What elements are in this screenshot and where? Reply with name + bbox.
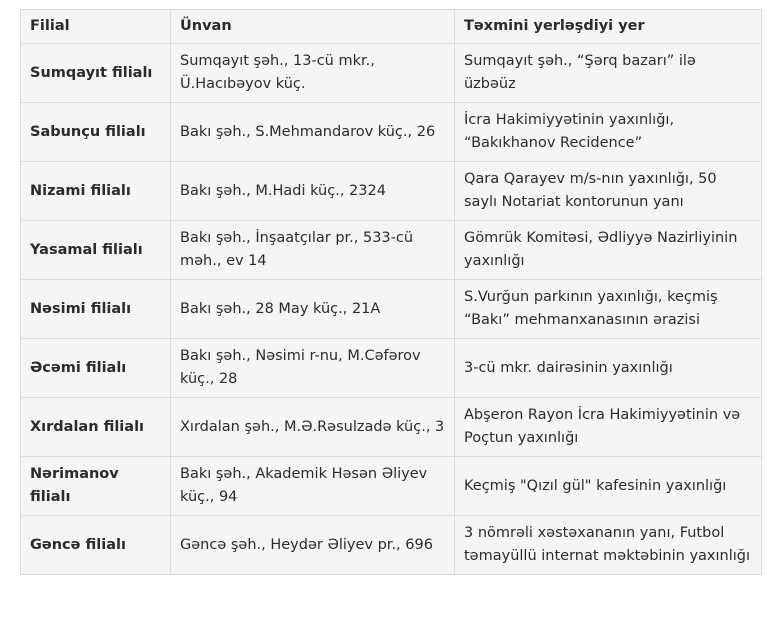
branches-table — [20, 9, 762, 575]
branch-address: Gəncə şəh., Heydər Əliyev pr., 696 — [171, 516, 455, 575]
branch-address: Bakı şəh., Akademik Həsən Əliyev küç., 94 — [171, 457, 455, 516]
table-row — [21, 516, 762, 575]
branch-address: Sumqayıt şəh., 13-cü mkr., Ü.Hacıbəyov küç. — [171, 44, 455, 103]
header-location: Təxmini yerləşdiyi yer — [455, 10, 762, 44]
branches-table-container — [20, 9, 762, 575]
header-address: Ünvan — [171, 10, 455, 44]
branch-address: Bakı şəh., 28 May küç., 21A — [171, 280, 455, 339]
table-row — [21, 44, 762, 103]
branch-address: Bakı şəh., İnşaatçılar pr., 533-cü məh., ev 14 — [171, 221, 455, 280]
branch-name: Sumqayıt filialı — [21, 44, 171, 103]
table-row — [21, 103, 762, 162]
branch-location: Keçmiş "Qızıl gül" kafesinin yaxınlığı — [455, 457, 762, 516]
branch-location: Qara Qarayev m/s-nın yaxınlığı, 50 saylı Notariat kontorunun yanı — [455, 162, 762, 221]
branch-location: Abşeron Rayon İcra Hakimiyyətinin və Poçtun yaxınlığı — [455, 398, 762, 457]
branch-name: Əcəmi filialı — [21, 339, 171, 398]
branch-location: İcra Hakimiyyətinin yaxınlığı, “Bakıkhanov Recidence” — [455, 103, 762, 162]
table-row — [21, 221, 762, 280]
branch-address: Bakı şəh., M.Hadi küç., 2324 — [171, 162, 455, 221]
table-row — [21, 457, 762, 516]
branch-location: 3-cü mkr. dairəsinin yaxınlığı — [455, 339, 762, 398]
branch-location: Sumqayıt şəh., “Şərq bazarı” ilə üzbəüz — [455, 44, 762, 103]
branch-name: Xırdalan filialı — [21, 398, 171, 457]
table-row — [21, 339, 762, 398]
branch-address: Bakı şəh., Nəsimi r-nu, M.Cəfərov küç., 28 — [171, 339, 455, 398]
branch-name: Gəncə filialı — [21, 516, 171, 575]
table-row — [21, 162, 762, 221]
branch-name: Sabunçu filialı — [21, 103, 171, 162]
branch-location: S.Vurğun parkının yaxınlığı, keçmiş “Bakı” mehmanxanasının ərazisi — [455, 280, 762, 339]
header-branch: Filial — [21, 10, 171, 44]
table-row — [21, 398, 762, 457]
branch-name: Yasamal filialı — [21, 221, 171, 280]
table-row — [21, 280, 762, 339]
table-header-row — [21, 10, 762, 44]
branch-name: Nəsimi filialı — [21, 280, 171, 339]
branch-address: Bakı şəh., S.Mehmandarov küç., 26 — [171, 103, 455, 162]
branch-location: 3 nömrəli xəstəxananın yanı, Futbol təmayüllü internat məktəbinin yaxınlığı — [455, 516, 762, 575]
branch-location: Gömrük Komitəsi, Ədliyyə Nazirliyinin yaxınlığı — [455, 221, 762, 280]
branch-name: Nərimanov filialı — [21, 457, 171, 516]
branch-name: Nizami filialı — [21, 162, 171, 221]
branch-address: Xırdalan şəh., M.Ə.Rəsulzadə küç., 3 — [171, 398, 455, 457]
